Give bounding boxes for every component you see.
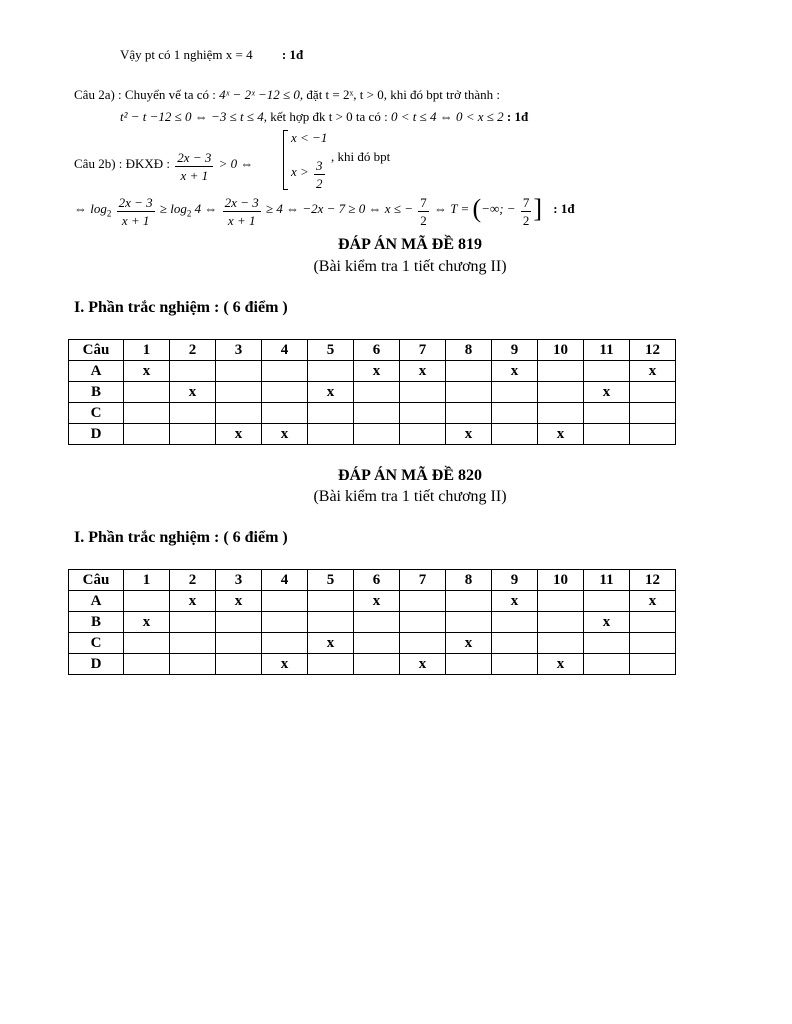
table-row <box>69 633 676 654</box>
header-cell: Câu <box>69 570 124 591</box>
answer-cell <box>492 612 538 633</box>
answer-cell <box>630 654 676 675</box>
exam-819-subtitle: (Bài kiểm tra 1 tiết chương II) <box>313 258 507 275</box>
option-label-cell: A <box>69 591 124 612</box>
answer-cell <box>262 633 308 654</box>
answer-cell: x <box>492 591 538 612</box>
answer-cell <box>492 633 538 654</box>
q2b-tail: , khi đó bpt <box>331 149 391 164</box>
option-label-cell: A <box>69 361 124 382</box>
header-cell: 7 <box>400 570 446 591</box>
answer-cell <box>630 612 676 633</box>
table-header-row <box>69 340 676 361</box>
answer-cell <box>400 591 446 612</box>
answer-cell <box>216 654 262 675</box>
header-cell: 8 <box>446 340 492 361</box>
exam-819-title: ĐÁP ÁN MÃ ĐỀ 819 <box>338 236 482 253</box>
answer-cell <box>170 361 216 382</box>
q2a-inequality: 4ˣ − 2ˣ −12 ≤ 0, <box>219 87 304 102</box>
answer-cell: x <box>262 654 308 675</box>
answer-cell: x <box>584 382 630 403</box>
answer-cell: x <box>262 424 308 445</box>
q2a-result: 0 < t ≤ 4 ⇔ 0 < x ≤ 2 <box>390 109 504 124</box>
answer-cell <box>446 382 492 403</box>
answer-cell <box>354 424 400 445</box>
answer-cell: x <box>630 591 676 612</box>
answer-cell <box>630 382 676 403</box>
answer-cell <box>400 424 446 445</box>
system-bracket <box>283 130 288 190</box>
answer-cell <box>124 591 170 612</box>
answer-cell <box>446 591 492 612</box>
answer-cell: x <box>216 591 262 612</box>
answer-cell <box>584 424 630 445</box>
header-cell: 3 <box>216 340 262 361</box>
answer-cell <box>492 654 538 675</box>
answer-cell <box>584 361 630 382</box>
answer-cell: x <box>308 382 354 403</box>
answer-cell <box>492 382 538 403</box>
header-cell: 9 <box>492 340 538 361</box>
header-cell: 11 <box>584 340 630 361</box>
score-1: : 1đ <box>281 47 304 62</box>
answer-cell <box>400 403 446 424</box>
header-cell: 5 <box>308 340 354 361</box>
answer-cell <box>584 633 630 654</box>
table-header-row <box>69 570 676 591</box>
table-row <box>69 654 676 675</box>
answer-cell <box>538 403 584 424</box>
q2b-fraction: $\frac{2x - 3}{x + 1}$ <box>177 150 212 183</box>
header-cell: 10 <box>538 340 584 361</box>
table-row <box>69 382 676 403</box>
score-2a: : 1đ <box>506 109 529 124</box>
answer-cell: x <box>170 382 216 403</box>
q2a-quadratic: t² − t −12 ≤ 0 ⇔ −3 ≤ t ≤ 4 <box>120 109 264 124</box>
table-row <box>69 361 676 382</box>
q2a-label: Câu 2a) : Chuyển vế ta có : <box>74 87 216 102</box>
answer-cell <box>630 633 676 654</box>
q2b-log-line: ⇔ $\log_2$ $\frac{2x - 3}{x + 1}$ ≥ $\log_2 4$ ⇔ $\frac{2x - 3}{x + 1}$ ≥ 4 ⇔ −2x − 7 ≥ 0 ⇔ x ≤ − $\frac{7}{2}$ ⇔ T = (−∞; − $\frac{7}{2}$ ] : 1đ <box>74 194 575 228</box>
answer-cell <box>400 633 446 654</box>
answer-cell <box>308 424 354 445</box>
answer-cell: x <box>308 633 354 654</box>
answer-cell: x <box>446 633 492 654</box>
exam-820-title: ĐÁP ÁN MÃ ĐỀ 820 <box>338 467 482 484</box>
answer-cell <box>538 633 584 654</box>
table-row <box>69 591 676 612</box>
score-2b: : 1đ <box>553 201 575 216</box>
table-row <box>69 612 676 633</box>
answer-cell <box>262 382 308 403</box>
answer-cell: x <box>124 361 170 382</box>
header-cell: 8 <box>446 570 492 591</box>
header-cell: 7 <box>400 340 446 361</box>
q2b-case-1: x < −1 <box>291 130 328 145</box>
answer-cell <box>354 382 400 403</box>
answer-cell <box>630 424 676 445</box>
answer-cell <box>354 633 400 654</box>
answer-cell <box>124 633 170 654</box>
q2b-label-line <box>74 149 253 184</box>
answer-cell <box>308 403 354 424</box>
header-cell: 4 <box>262 340 308 361</box>
header-cell: 3 <box>216 570 262 591</box>
answer-cell <box>170 654 216 675</box>
answer-cell <box>308 591 354 612</box>
header-cell: 4 <box>262 570 308 591</box>
exam-819-section: I. Phần trắc nghiệm : ( 6 điểm ) <box>74 299 288 316</box>
header-cell: 1 <box>124 340 170 361</box>
header-cell: 9 <box>492 570 538 591</box>
header-cell: Câu <box>69 340 124 361</box>
header-cell: 11 <box>584 570 630 591</box>
q2b-label: Câu 2b) : ĐKXĐ : <box>74 156 171 171</box>
header-cell: 5 <box>308 570 354 591</box>
exam-820-table <box>68 569 676 675</box>
answer-cell <box>400 612 446 633</box>
answer-cell: x <box>584 612 630 633</box>
answer-cell <box>262 403 308 424</box>
answer-cell: x <box>400 654 446 675</box>
answer-cell <box>584 591 630 612</box>
header-cell: 2 <box>170 570 216 591</box>
header-cell: 10 <box>538 570 584 591</box>
q2b-case-2: x > $\frac{3}{2}$ <box>291 158 323 191</box>
exam-819-table <box>68 339 676 445</box>
answer-cell: x <box>630 361 676 382</box>
q2a-line2 <box>120 109 528 125</box>
answer-cell: x <box>446 424 492 445</box>
answer-cell <box>492 424 538 445</box>
answer-cell <box>584 403 630 424</box>
answer-cell <box>538 612 584 633</box>
exam-820-section: I. Phần trắc nghiệm : ( 6 điểm ) <box>74 529 288 546</box>
answer-cell <box>124 654 170 675</box>
header-cell: 12 <box>630 570 676 591</box>
conclusion-line <box>120 47 303 63</box>
answer-cell <box>538 382 584 403</box>
table-row <box>69 403 676 424</box>
answer-cell <box>354 612 400 633</box>
answer-cell <box>262 612 308 633</box>
answer-cell <box>400 382 446 403</box>
q2a-combine-text: , kết hợp đk t > 0 ta có : <box>263 109 388 124</box>
answer-cell <box>446 612 492 633</box>
option-label-cell: C <box>69 403 124 424</box>
answer-cell <box>354 403 400 424</box>
answer-cell <box>170 612 216 633</box>
exam-820-subtitle: (Bài kiểm tra 1 tiết chương II) <box>313 488 507 505</box>
header-cell: 12 <box>630 340 676 361</box>
answer-cell <box>216 612 262 633</box>
table-row <box>69 424 676 445</box>
answer-cell <box>216 361 262 382</box>
answer-cell <box>262 591 308 612</box>
answer-cell <box>170 424 216 445</box>
answer-cell: x <box>170 591 216 612</box>
answer-cell <box>124 403 170 424</box>
option-label-cell: D <box>69 424 124 445</box>
answer-cell: x <box>400 361 446 382</box>
answer-cell <box>124 382 170 403</box>
answer-cell: x <box>354 591 400 612</box>
answer-cell <box>216 633 262 654</box>
option-label-cell: D <box>69 654 124 675</box>
answer-cell: x <box>216 424 262 445</box>
answer-cell <box>446 654 492 675</box>
answer-cell <box>538 361 584 382</box>
answer-cell <box>216 403 262 424</box>
answer-cell <box>446 403 492 424</box>
answer-cell <box>124 424 170 445</box>
option-label-cell: C <box>69 633 124 654</box>
q2b-gt: > 0 ⇔ <box>218 156 254 171</box>
header-cell: 1 <box>124 570 170 591</box>
answer-cell: x <box>492 361 538 382</box>
answer-cell <box>630 403 676 424</box>
answer-cell: x <box>124 612 170 633</box>
answer-cell: x <box>538 654 584 675</box>
header-cell: 6 <box>354 340 400 361</box>
answer-cell <box>170 633 216 654</box>
q2a-substitution: đặt t = 2ˣ, t > 0, khi đó bpt trở thành : <box>306 87 500 102</box>
answer-cell: x <box>538 424 584 445</box>
conclusion-text: Vậy pt có 1 nghiệm x = 4 <box>120 47 253 62</box>
q2a-line1 <box>74 87 500 103</box>
header-cell: 2 <box>170 340 216 361</box>
answer-cell <box>538 591 584 612</box>
answer-cell <box>170 403 216 424</box>
answer-cell: x <box>354 361 400 382</box>
answer-cell <box>308 654 354 675</box>
answer-cell <box>262 361 308 382</box>
answer-cell <box>308 612 354 633</box>
answer-cell <box>354 654 400 675</box>
answer-cell <box>584 654 630 675</box>
answer-cell <box>308 361 354 382</box>
option-label-cell: B <box>69 382 124 403</box>
answer-cell <box>492 403 538 424</box>
option-label-cell: B <box>69 612 124 633</box>
answer-cell <box>446 361 492 382</box>
answer-cell <box>216 382 262 403</box>
header-cell: 6 <box>354 570 400 591</box>
